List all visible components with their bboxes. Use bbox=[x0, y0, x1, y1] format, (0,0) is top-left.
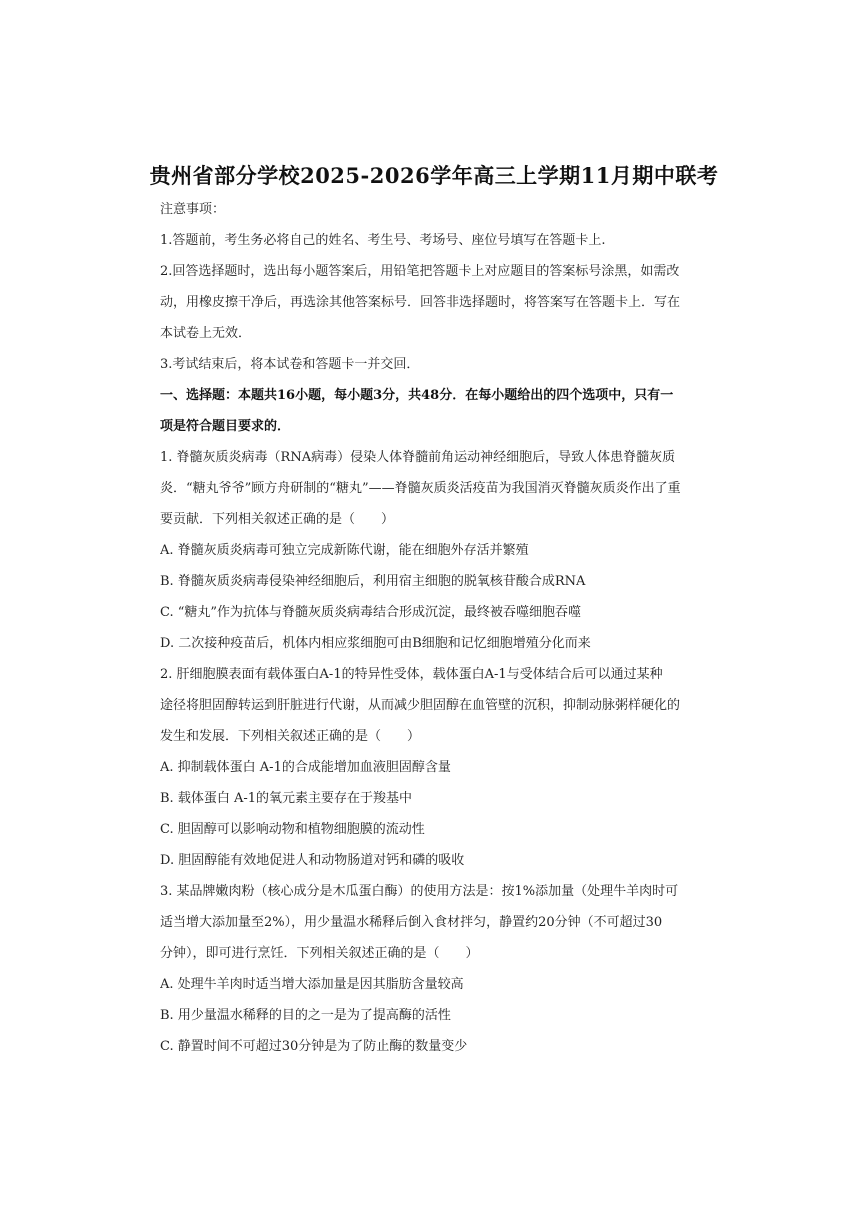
question-1-option-c: C. “糖丸”作为抗体与脊髓灰质炎病毒结合形成沉淀，最终被吞噬细胞吞噬 bbox=[160, 605, 582, 620]
question-2-option-b: B. 载体蛋白 A-1的氧元素主要存在于羧基中 bbox=[160, 791, 413, 806]
section-heading: 一、选择题：本题共16小题，每小题3分，共48分．在每小题给出的四个选项中，只有一 bbox=[160, 388, 674, 403]
question-1-option-b: B. 脊髓灰质炎病毒侵染神经细胞后，利用宿主细胞的脱氧核苷酸合成RNA bbox=[160, 574, 586, 589]
question-1-stem: 1. 脊髓灰质炎病毒（RNA病毒）侵染人体脊髓前角运动神经细胞后，导致人体患脊髓灰质 bbox=[160, 450, 676, 465]
question-2-stem: 途径将胆固醇转运到肝脏进行代谢，从而减少胆固醇在血管壁的沉积，抑制动脉粥样硬化的 bbox=[160, 698, 681, 713]
question-1-option-d: D. 二次接种疫苗后，机体内相应浆细胞可由B细胞和记忆细胞增殖分化而来 bbox=[160, 636, 591, 651]
notice-line: 2.回答选择题时，选出每小题答案后，用铅笔把答题卡上对应题目的答案标号涂黑，如需改 bbox=[160, 264, 680, 279]
exam-title: 贵州省部分学校2025-2026学年高三上学期11月期中联考 bbox=[149, 163, 719, 188]
section-heading: 项是符合题目要求的． bbox=[160, 419, 291, 434]
notice-heading: 注意事项： bbox=[160, 202, 226, 217]
question-2-option-a: A. 抑制载体蛋白 A-1的合成能增加血液胆固醇含量 bbox=[160, 760, 451, 775]
question-2-stem: 2. 肝细胞膜表面有载体蛋白A-1的特异性受体，载体蛋白A-1与受体结合后可以通过某种 bbox=[160, 667, 663, 682]
question-2-stem: 发生和发展．下列相关叙述正确的是（ ） bbox=[160, 729, 421, 744]
question-3-stem: 适当增大添加量至2%），用少量温水稀释后倒入食材拌匀，静置约20分钟（不可超过30 bbox=[160, 915, 663, 930]
question-1-stem: 要贡献．下列相关叙述正确的是（ ） bbox=[160, 512, 395, 527]
question-3-stem: 3. 某品牌嫩肉粉（核心成分是木瓜蛋白酶）的使用方法是：按1%添加量（处理牛羊肉时可 bbox=[160, 884, 679, 899]
question-3-option-b: B. 用少量温水稀释的目的之一是为了提高酶的活性 bbox=[160, 1008, 451, 1023]
notice-line: 动，用橡皮擦干净后，再选涂其他答案标号．回答非选择题时，将答案写在答题卡上．写在 bbox=[160, 295, 681, 310]
question-3-option-c: C. 静置时间不可超过30分钟是为了防止酶的数量变少 bbox=[160, 1039, 468, 1054]
notice-line: 3.考试结束后，将本试卷和答题卡一并交回． bbox=[160, 357, 420, 372]
question-1-stem: 炎．“糖丸爷爷”顾方舟研制的“糖丸”——脊髓灰质炎活疫苗为我国消灭脊髓灰质炎作出了重 bbox=[160, 481, 681, 496]
question-2-option-d: D. 胆固醇能有效地促进人和动物肠道对钙和磷的吸收 bbox=[160, 853, 465, 868]
question-2-option-c: C. 胆固醇可以影响动物和植物细胞膜的流动性 bbox=[160, 822, 425, 837]
question-1-option-a: A. 脊髓灰质炎病毒可独立完成新陈代谢，能在细胞外存活并繁殖 bbox=[160, 543, 529, 558]
question-3-option-a: A. 处理牛羊肉时适当增大添加量是因其脂肪含量较高 bbox=[160, 977, 464, 992]
notice-line: 本试卷上无效． bbox=[160, 326, 252, 341]
question-3-stem: 分钟），即可进行烹饪．下列相关叙述正确的是（ ） bbox=[160, 946, 479, 961]
notice-line: 1.答题前，考生务必将自己的姓名、考生号、考场号、座位号填写在答题卡上. bbox=[160, 233, 606, 248]
